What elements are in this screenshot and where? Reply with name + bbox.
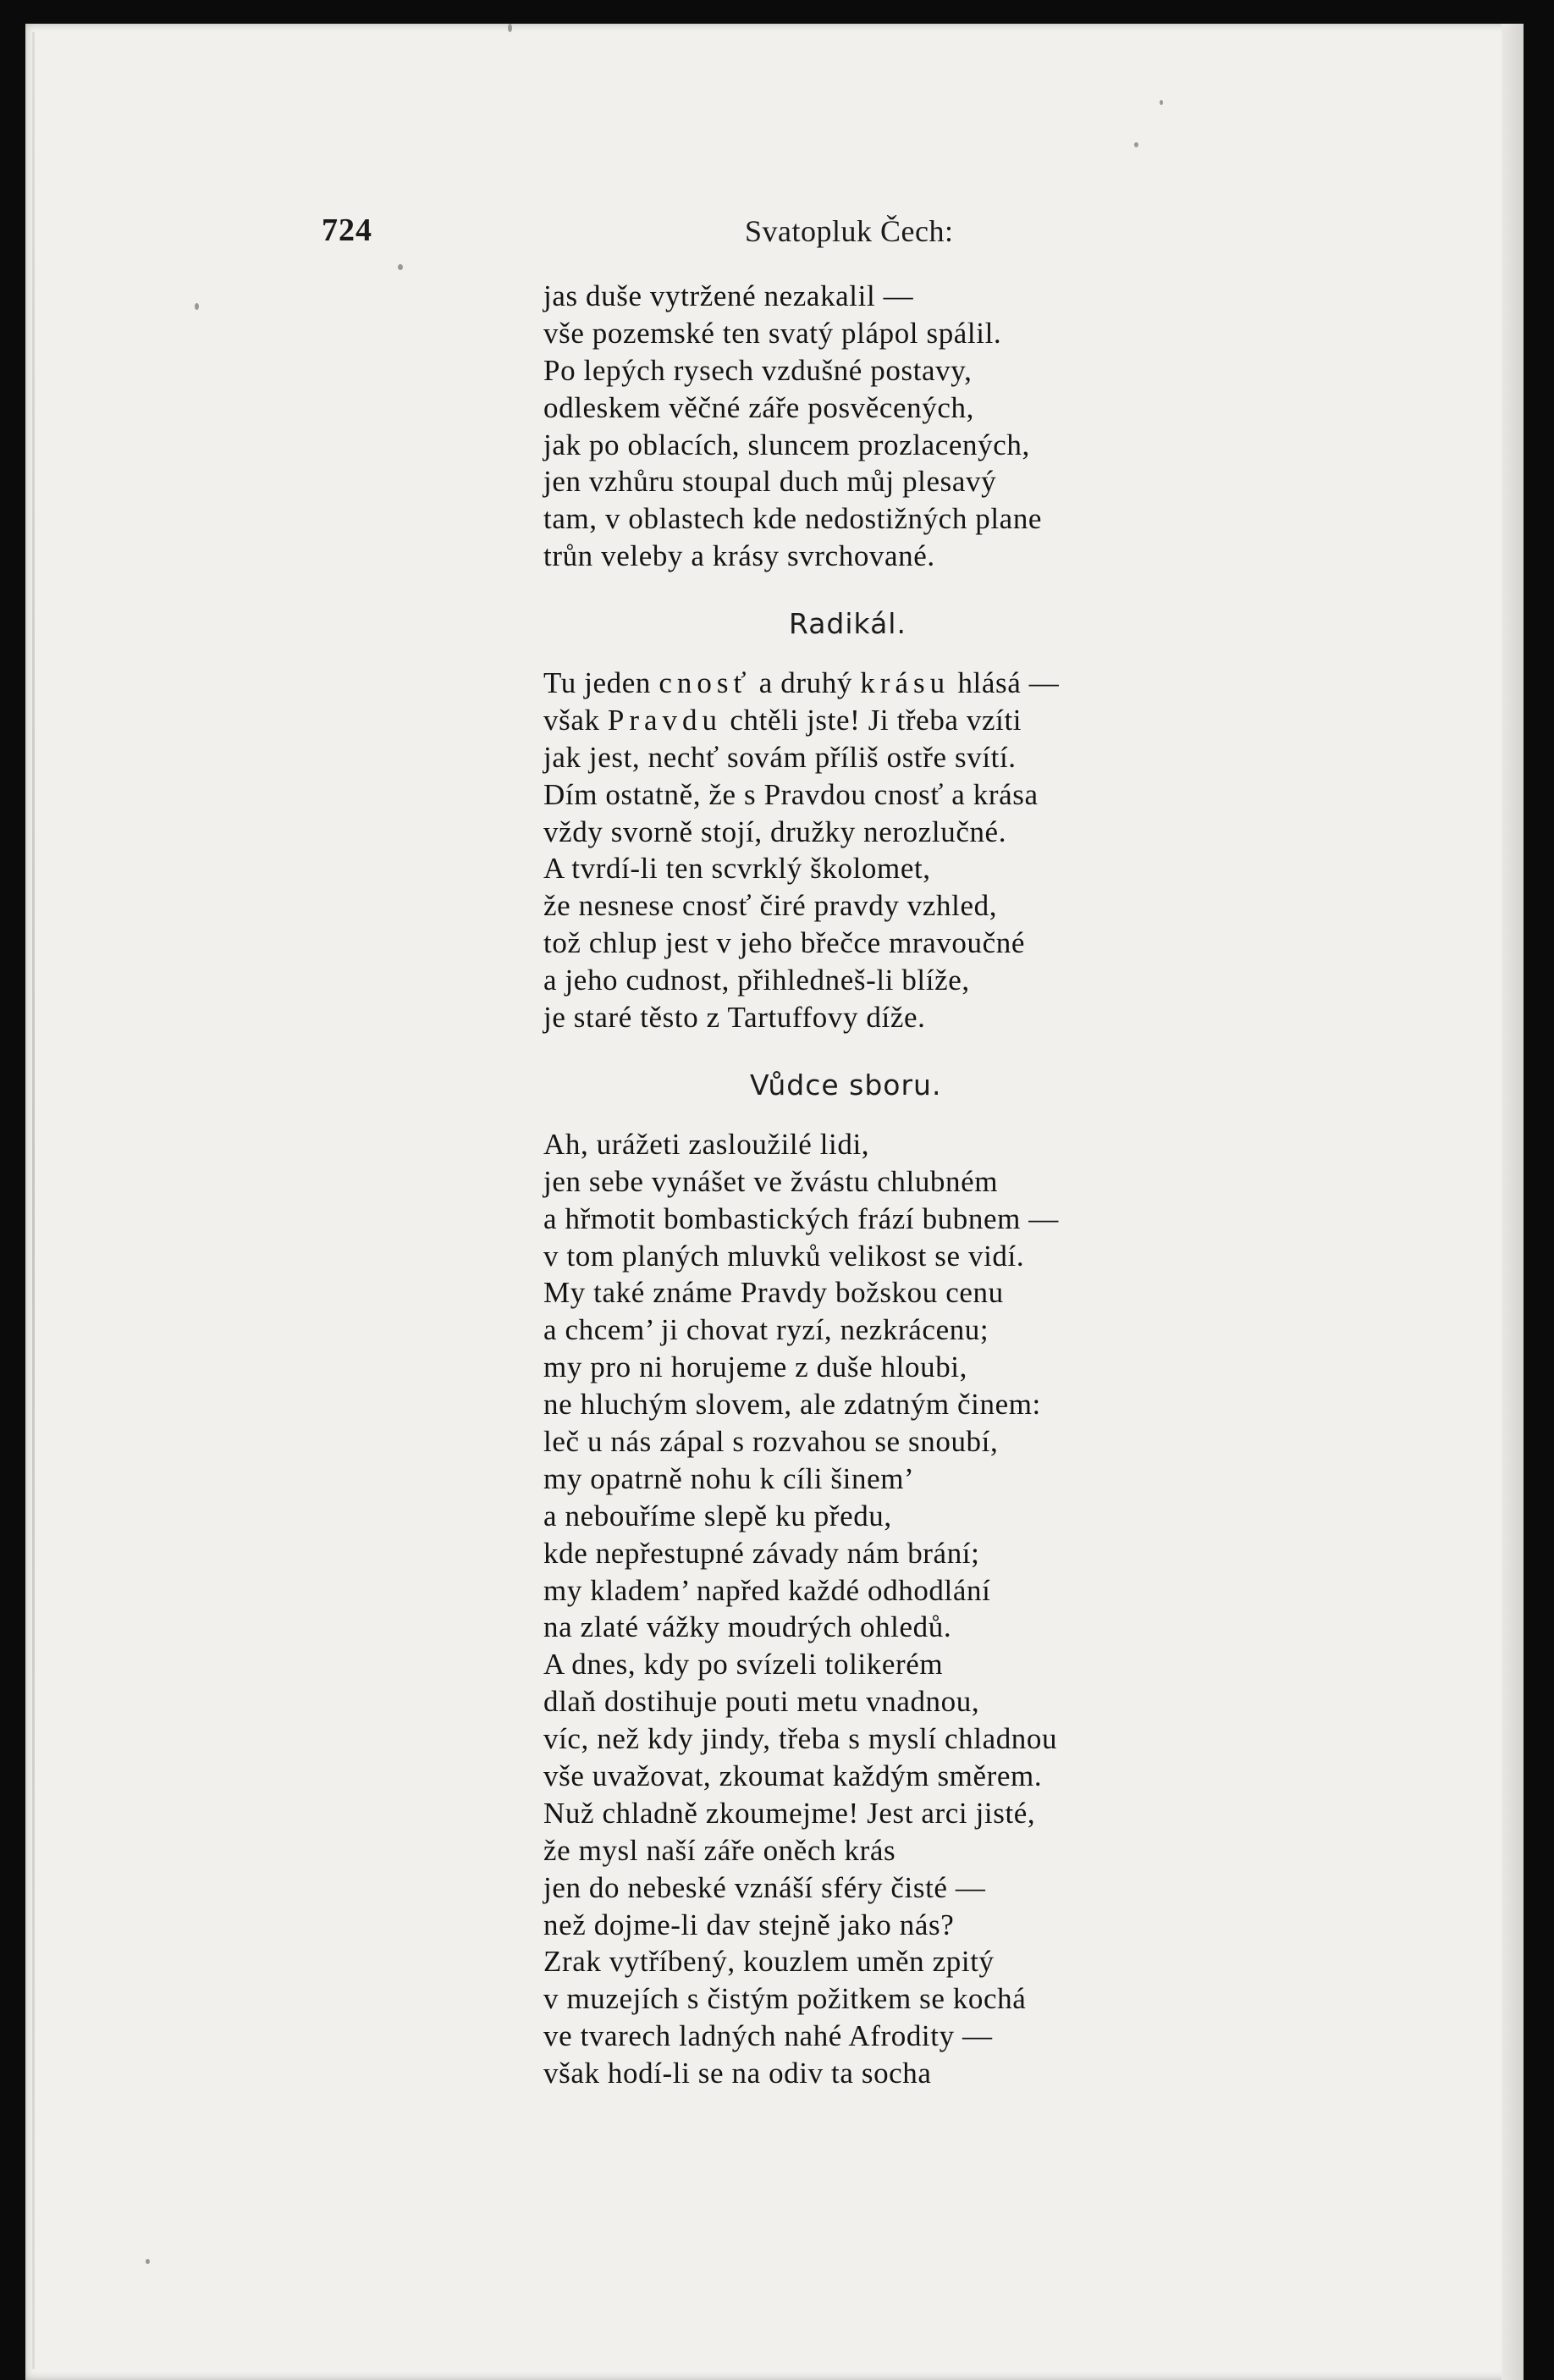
verse-line: tož chlup jest v jeho břečce mravoučné (543, 926, 1025, 960)
running-head: Svatopluk Čech: (745, 214, 954, 248)
verse-line: a jeho cudnost, přihledneš-li blíže, (543, 964, 970, 997)
verse-line: však hodí-li se na odiv ta socha (543, 2057, 932, 2090)
paper-speck (195, 303, 199, 310)
verse-line: jen vzhůru stoupal duch můj plesavý (543, 465, 997, 499)
verse-line: jak jest, nechť sovám příliš ostře svítí. (543, 740, 1017, 774)
verse-line: na zlaté vážky moudrých ohledů. (543, 1610, 952, 1644)
verse-fragment: hlásá — (950, 666, 1060, 700)
verse-fragment: však (543, 703, 608, 737)
verse-line: víc, než kdy jindy, třeba s myslí chladnou (543, 1722, 1058, 1756)
verse-line: dlaň dostihuje pouti metu vnadnou, (543, 1685, 980, 1719)
verse-line: v muzejích s čistým požitkem se kochá (543, 1982, 1027, 2016)
verse-line: my kladem’ napřed každé odhodlání (543, 1573, 991, 1607)
speaker-heading-vudce-sboru: Vůdce sboru. (750, 1068, 942, 1102)
paper-speck (146, 2259, 150, 2264)
paper-speck (508, 24, 512, 32)
verse-line: A dnes, kdy po svízeli tolikerém (543, 1648, 944, 1681)
paper-speck (1134, 142, 1138, 147)
verse-line (543, 665, 1059, 702)
verse-line: v tom planých mluvků velikost se vidí. (543, 1239, 1025, 1273)
verse-line: kde nepřestupné závady nám brání; (543, 1536, 980, 1570)
verse-line: jen sebe vynášet ve žvástu chlubném (543, 1164, 999, 1198)
verse-fragment: Tu jeden (543, 666, 659, 700)
verse-line: trůn veleby a krásy svrchované. (543, 539, 935, 573)
poem-text (543, 278, 1059, 2092)
paper-speck (398, 264, 403, 270)
verse-line: jak po oblacích, sluncem prozlacených, (543, 428, 1030, 461)
verse-line: je staré těsto z Tartuffovy díže. (543, 1001, 926, 1035)
verse-line: vždy svorně stojí, družky nerozlučné. (543, 815, 1007, 848)
verse-line: ve tvarech ladných nahé Afrodity — (543, 2019, 993, 2053)
verse-line: Dím ostatně, že s Pravdou cnosť a krása (543, 777, 1039, 811)
spaced-emphasis: cnosť (659, 666, 752, 700)
verse-line: My také známe Pravdy božskou cenu (543, 1276, 1004, 1310)
verse-line: jas duše vytržené nezakalil — (543, 279, 914, 312)
spaced-emphasis: krásu (860, 666, 951, 700)
verse-fragment: chtěli jste! Ji třeba vzíti (722, 703, 1022, 737)
verse-line: než dojme-li dav stejně jako nás? (543, 1908, 955, 1941)
page-edge (1502, 24, 1524, 2380)
verse-line: tam, v oblastech kde nedostižných plane (543, 502, 1043, 536)
verse-line: a hřmotit bombastických frází bubnem — (543, 1201, 1059, 1235)
verse-line: odleskem věčné záře posvěcených, (543, 390, 974, 424)
verse-line: že mysl naší záře oněch krás (543, 1833, 896, 1867)
verse-line: A tvrdí-li ten scvrklý školomet, (543, 852, 931, 886)
paper-speck (1160, 100, 1163, 105)
verse-line: Ah, urážeti zasloužilé lidi, (543, 1127, 870, 1161)
spaced-emphasis: Pravdu (607, 703, 723, 737)
verse-line: leč u nás zápal s rozvahou se snoubí, (543, 1424, 999, 1458)
verse-line: Zrak vytříbený, kouzlem uměn zpitý (543, 1945, 995, 1979)
verse-line: že nesnese cnosť čiré pravdy vzhled, (543, 889, 998, 923)
verse-line: ne hluchým slovem, ale zdatným činem: (543, 1388, 1041, 1422)
verse-line: Nuž chladně zkoumejme! Jest arci jisté, (543, 1796, 1036, 1830)
verse-line: vše uvažovat, zkoumat každým směrem. (543, 1759, 1043, 1792)
verse-line: jen do nebeské vznáší sféry čisté — (543, 1870, 986, 1904)
verse-line: vše pozemské ten svatý plápol spálil. (543, 316, 1002, 350)
gutter-shadow (32, 32, 35, 2369)
page-header (25, 212, 1524, 262)
speaker-heading-radikal: Radikál. (789, 607, 906, 641)
verse-line: a nebouříme slepě ku předu, (543, 1499, 892, 1532)
page-number: 724 (322, 213, 372, 248)
verse-line: a chcem’ ji chovat ryzí, nezkrácenu; (543, 1313, 989, 1347)
verse-line: Po lepých rysech vzdušné postavy, (543, 353, 973, 387)
verse-fragment: a druhý (751, 666, 861, 700)
verse-line (543, 702, 1059, 739)
verse-line: my opatrně nohu k cíli šinem’ (543, 1461, 915, 1495)
verse-line: my pro ni horujeme z duše hloubi, (543, 1350, 967, 1384)
